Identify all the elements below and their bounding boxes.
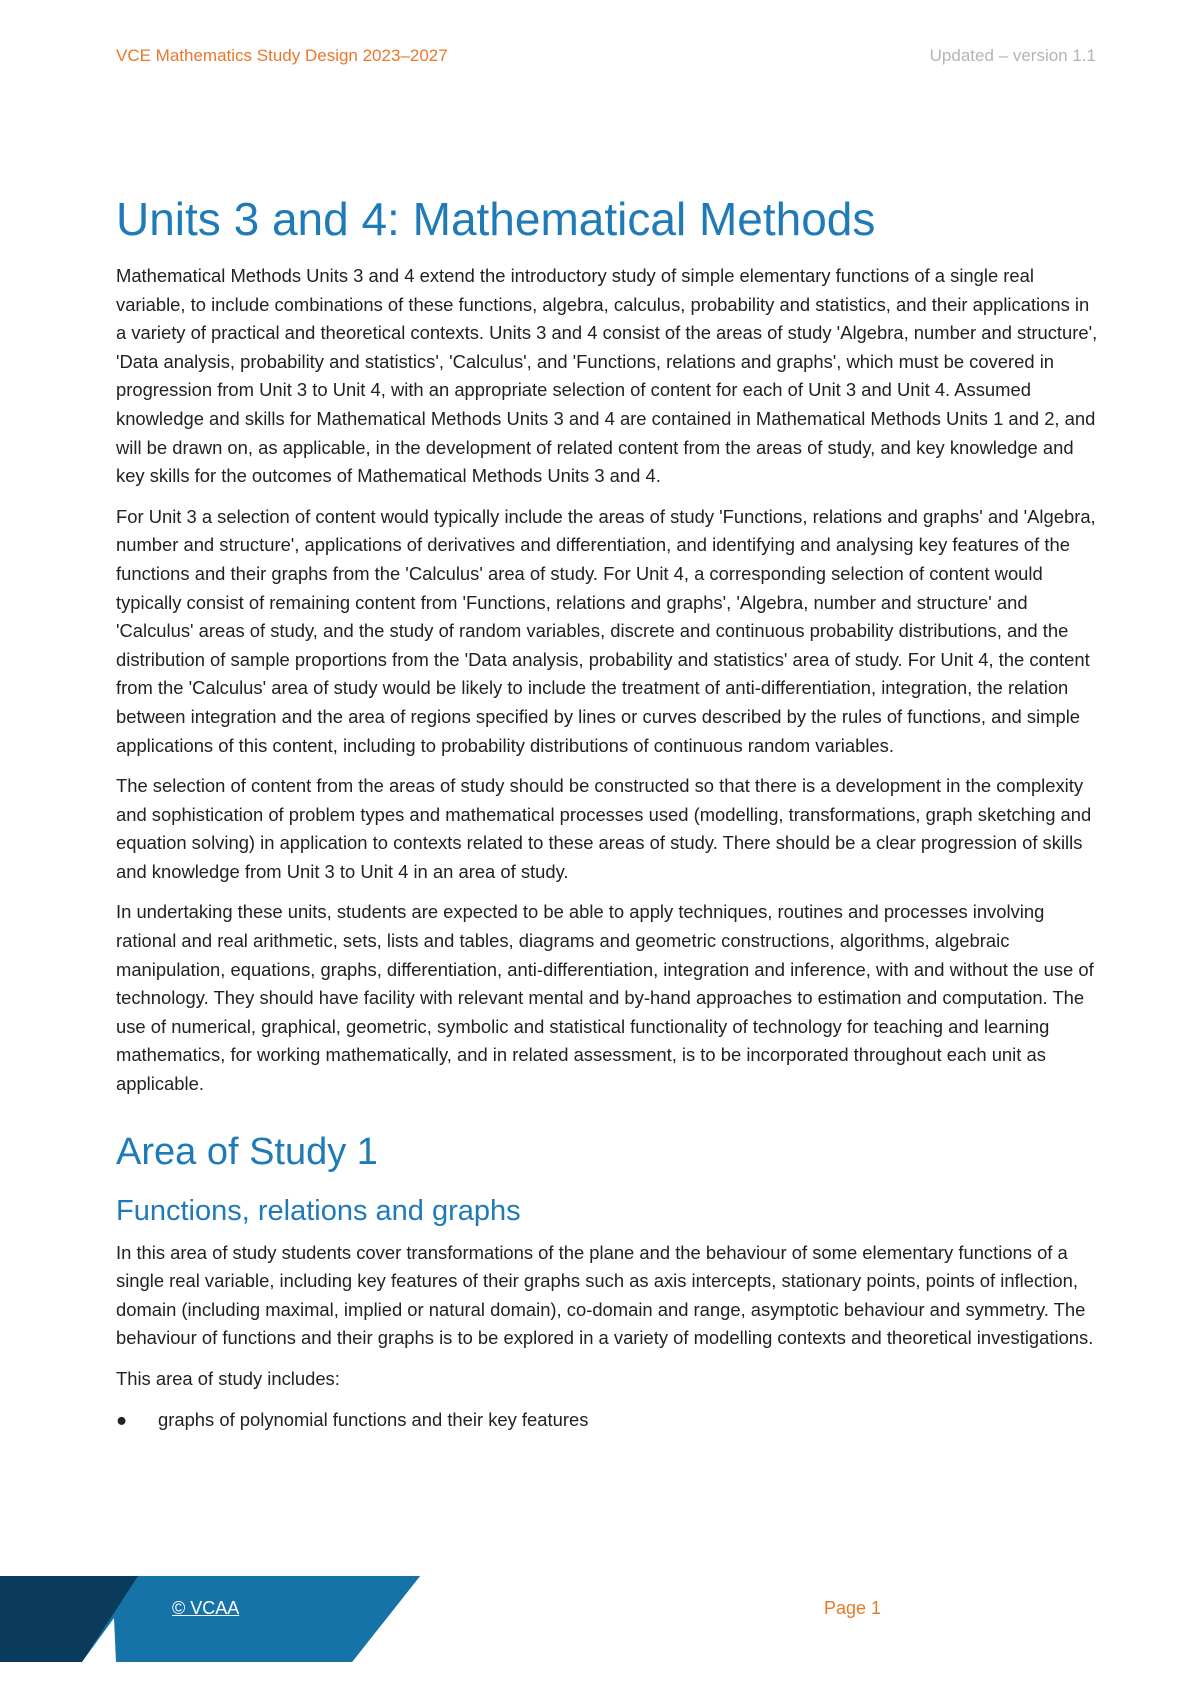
- page-title: Units 3 and 4: Mathematical Methods: [116, 193, 876, 245]
- intro-paragraph-1: Mathematical Methods Units 3 and 4 extend the introductory study of simple elementary functions of a single real variable, to include combinations of these functions, algebra, calculus, probability and statistics, and their applications in a variety of practical and theoretical contexts. Units 3 and 4 consist of the areas of study 'Algebra, number and structure', 'Data analysis, probability and statistics', 'Calculus', and 'Functions, relations and graphs', which must be covered in progression from Unit 3 to Unit 4, with an appropriate selection of content for each of Unit 3 and Unit 4. Assumed knowledge and skills for Mathematical Methods Units 3 and 4 are contained in Mathematical Methods Units 1 and 2, and will be drawn on, as applicable, in the development of related content from the areas of study, and key knowledge and key skills for the outcomes of Mathematical Methods Units 3 and 4.: [116, 265, 1098, 487]
- area-of-study-subheading: Functions, relations and graphs: [116, 1194, 521, 1227]
- list-item-text: graphs of polynomial functions and their key features: [158, 1408, 589, 1430]
- list-item: [116, 1406, 1098, 1435]
- intro-paragraph-2: For Unit 3 a selection of content would typically include the areas of study 'Functions, relations and graphs' and 'Algebra, number and structure', applications of derivatives and differentiation, and identifying and analysing key features of the functions and their graphs from the 'Calculus' area of study. For Unit 4, a corresponding selection of content would typically consist of remaining content from 'Functions, relations and graphs', 'Algebra, number and structure' and 'Calculus' areas of study, and the study of random variables, discrete and continuous probability distributions, and the distribution of sample proportions from the 'Data analysis, probability and statistics' area of study. For Unit 4, the content from the 'Calculus' area of study would be likely to include the treatment of anti-differentiation, integration, the relation between integration and the area of regions specified by lines or curves described by the rules of functions, and simple applications of this content, including to probability distributions of continuous random variables.: [116, 505, 1096, 756]
- intro-paragraph-4: In undertaking these units, students are expected to be able to apply techniques, routines and processes involving rational and real arithmetic, sets, lists and tables, diagrams and geometric constructions, algorithms, algebraic manipulation, equations, graphs, differentiation, anti-differentiation, integration and inference, with and without the use of technology. They should have facility with relevant mental and by-hand approaches to estimation and computation. The use of numerical, graphical, geometric, symbolic and statistical functionality of technology for teaching and learning mathematics, for working mathematically, and in related assessment, is to be incorporated throughout each unit as applicable.: [116, 901, 1094, 1095]
- footer-graphic: [0, 1576, 1200, 1662]
- footer-band: [0, 1576, 1200, 1662]
- vcaa-copyright-link[interactable]: © VCAA: [172, 1598, 240, 1618]
- content-list: [116, 1406, 1098, 1435]
- footer-blue-shape: [82, 1576, 420, 1662]
- main-content: [116, 192, 1098, 1434]
- area-paragraph-2: This area of study includes:: [116, 1368, 340, 1389]
- bullet-icon: ●: [116, 1408, 128, 1430]
- version-label: Updated – version 1.1: [929, 46, 1096, 65]
- intro-paragraph-3: The selection of content from the areas of study should be constructed so that there is a development in the complexity and sophistication of problem types and mathematical processes used (modelling, transformations, graph sketching and equation solving) in application to contexts related to these areas of study. There should be a clear progression of skills and knowledge from Unit 3 to Unit 4 in an area of study.: [116, 775, 1092, 882]
- area-of-study-heading: Area of Study 1: [116, 1130, 378, 1173]
- area-paragraph-1: In this area of study students cover transformations of the plane and the behaviour of some elementary functions of a single real variable, including key features of their graphs such as axis intercepts, stationary points, points of inflection, domain (including maximal, implied or natural domain), co-domain and range, asymptotic behaviour and symmetry. The behaviour of functions and their graphs is to be explored in a variety of modelling contexts and theoretical investigations.: [116, 1241, 1094, 1349]
- document-title-header: VCE Mathematics Study Design 2023–2027: [116, 46, 448, 65]
- page-number: Page 1: [824, 1598, 882, 1618]
